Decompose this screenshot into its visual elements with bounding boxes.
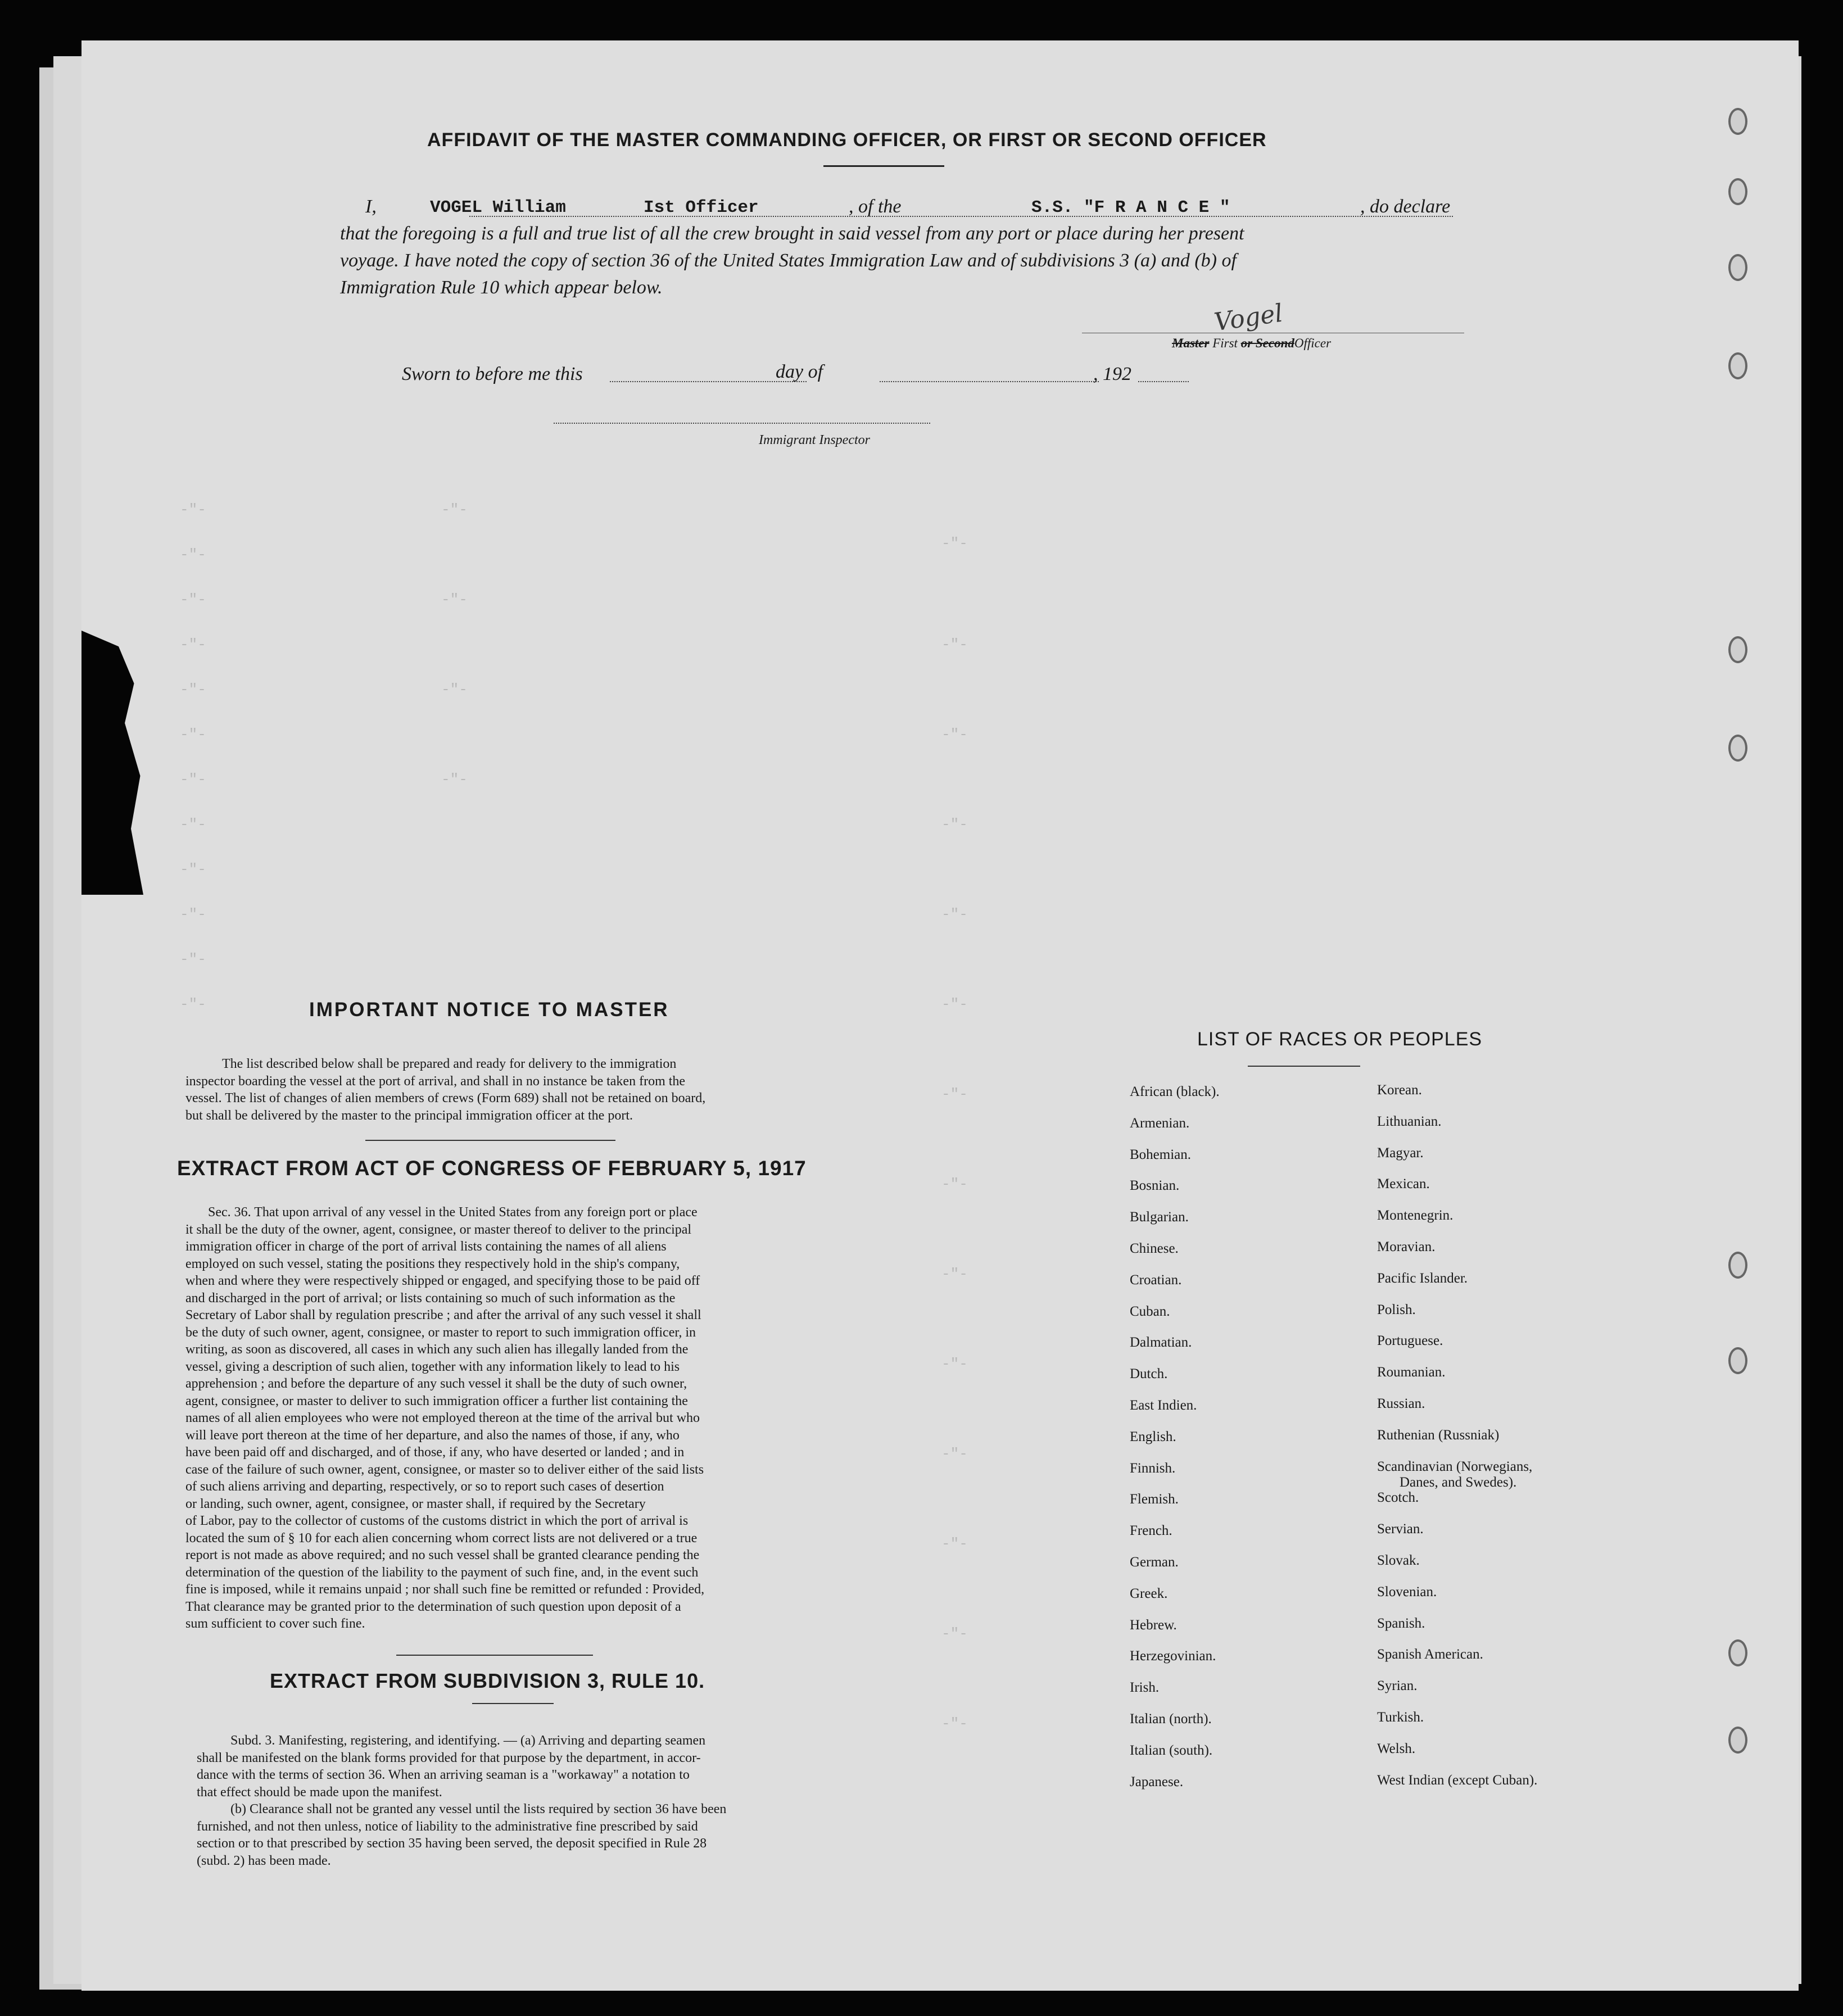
bleed-through-mark: -"-: [941, 535, 968, 552]
act-line: vessel, giving a description of such alien, together with any information likely to lead to his: [185, 1359, 680, 1374]
race-item-continuation: Danes, and Swedes).: [1400, 1474, 1517, 1490]
race-item: English.: [1130, 1429, 1176, 1444]
binder-hole-icon: [1728, 1347, 1747, 1374]
race-item: Ruthenian (Russniak): [1377, 1427, 1500, 1443]
officer-name: VOGEL William: [430, 198, 566, 218]
section-divider: [472, 1703, 554, 1704]
binder-hole-icon: [1728, 636, 1747, 663]
act-line: sum sufficient to cover such fine.: [185, 1616, 365, 1631]
race-item: Korean.: [1377, 1082, 1422, 1098]
notice-heading: IMPORTANT NOTICE TO MASTER: [309, 999, 669, 1021]
act-line: or landing, such owner, agent, consignee, or master shall, if required by the Secretary: [185, 1496, 646, 1511]
rule-line: furnished, and not then unless, notice of liability to the administrative fine prescribed by said: [197, 1819, 698, 1834]
first-label: First: [1212, 336, 1238, 350]
act-line: it shall be the duty of the owner, agent, consignee, or master thereof to deliver to the principal: [185, 1222, 692, 1237]
bleed-through-mark: -"-: [180, 591, 206, 608]
fill-line: [469, 216, 1453, 217]
race-item: Bulgarian.: [1130, 1209, 1189, 1225]
race-item: Flemish.: [1130, 1492, 1179, 1507]
bleed-through-mark: -"-: [180, 861, 206, 878]
bleed-through-mark: -"-: [941, 1535, 968, 1552]
bleed-through-mark: -"-: [941, 1176, 968, 1193]
affidavit-title: AFFIDAVIT OF THE MASTER COMMANDING OFFICER, OR FIRST OR SECOND OFFICER: [427, 129, 1267, 151]
race-item: Dalmatian.: [1130, 1335, 1192, 1351]
race-item: Syrian.: [1377, 1678, 1418, 1694]
race-item: Bosnian.: [1130, 1178, 1180, 1194]
race-item: Pacific Islander.: [1377, 1270, 1468, 1286]
inspector-signature-line: [554, 423, 930, 424]
bleed-through-mark: -"-: [441, 771, 468, 788]
bleed-through-mark: -"-: [441, 591, 468, 608]
act-line: be the duty of such owner, agent, consignee, or master to report to such immigration officer, in: [185, 1325, 696, 1340]
act-line: apprehension ; and before the departure of any such vessel it shall be the duty of such owner,: [185, 1376, 687, 1391]
race-item: Scotch.: [1377, 1490, 1419, 1506]
race-item: Lithuanian.: [1377, 1113, 1442, 1129]
of-the-label: , of the: [849, 196, 902, 217]
vessel-name: S.S. "F R A N C E ": [1031, 198, 1230, 218]
rule-line: that effect should be made upon the manifest.: [197, 1784, 442, 1800]
race-item: West Indian (except Cuban).: [1377, 1772, 1538, 1788]
binder-hole-icon: [1728, 108, 1747, 135]
bleed-through-mark: -"-: [941, 1086, 968, 1103]
struck-master: Master: [1172, 336, 1210, 350]
officer-signature: Vogel: [1212, 298, 1285, 337]
act-line: of Labor, pay to the collector of customs of the customs district in which the port of arrival is: [185, 1514, 689, 1528]
act-line: names of all alien employees who were not employed thereon at the time of the arrival but who: [185, 1411, 700, 1425]
fill-line: [1138, 381, 1189, 382]
act-line: and discharged in the port of arrival; or lists containing so much of such information as the: [185, 1290, 676, 1306]
binder-hole-icon: [1728, 1727, 1747, 1754]
notice-line: The list described below shall be prepared and ready for delivery to the immigration: [222, 1057, 677, 1071]
act-heading: EXTRACT FROM ACT OF CONGRESS OF FEBRUARY 5, 1917: [177, 1157, 807, 1180]
rule-line: (b) Clearance shall not be granted any vessel until the lists required by section 36 have been: [230, 1802, 727, 1816]
sworn-label: Sworn to before me this: [402, 364, 583, 384]
binder-hole-icon: [1728, 1639, 1747, 1666]
rule-body: [197, 1732, 927, 1869]
notice-line: inspector boarding the vessel at the port of arrival, and shall in no instance be taken from the: [185, 1073, 686, 1089]
race-item: Italian (south).: [1130, 1742, 1213, 1758]
fill-line: [880, 381, 1099, 382]
act-line: located the sum of § 10 for each alien concerning whom correct lists are not delivered or a true: [185, 1530, 698, 1546]
bleed-through-mark: -"-: [180, 996, 206, 1013]
act-body: [185, 1204, 916, 1633]
bleed-through-mark: -"-: [180, 951, 206, 968]
bleed-through-mark: -"-: [941, 996, 968, 1013]
rule-line: dance with the terms of section 36. When an arriving seaman is a "workaway" a notation to: [197, 1768, 690, 1782]
race-item: Montenegrin.: [1377, 1208, 1453, 1224]
bleed-through-mark: -"-: [441, 501, 468, 518]
act-line: will leave port thereon at the time of her departure, and also the names of those, if any, who: [185, 1428, 680, 1443]
rule-line: Subd. 3. Manifesting, registering, and identifying. — (a) Arriving and departing seamen: [230, 1733, 706, 1748]
binder-hole-icon: [1728, 352, 1747, 379]
race-item: Spanish American.: [1377, 1647, 1483, 1662]
day-of-label: day of: [776, 361, 823, 382]
bleed-through-mark: -"-: [941, 816, 968, 833]
rule-line: shall be manifested on the blank forms provided for that purpose by the department, in accor-: [197, 1750, 701, 1765]
race-item: Chinese.: [1130, 1240, 1179, 1256]
bleed-through-mark: -"-: [941, 1356, 968, 1372]
binder-hole-icon: [1728, 1252, 1747, 1279]
bleed-through-mark: -"-: [941, 636, 968, 653]
race-item: Servian.: [1377, 1521, 1424, 1537]
race-item: Italian (north).: [1130, 1711, 1212, 1727]
races-column-1: [1130, 1076, 1366, 1797]
bleed-through-mark: -"-: [180, 501, 206, 518]
bleed-through-mark: -"-: [941, 1266, 968, 1283]
officer-label: Officer: [1294, 336, 1332, 350]
race-item: Magyar.: [1377, 1145, 1424, 1161]
race-item: Dutch.: [1130, 1366, 1168, 1382]
race-item: Bohemian.: [1130, 1147, 1192, 1162]
act-line: That clearance may be granted prior to the determination of such question upon deposit of a: [185, 1599, 681, 1614]
notice-body: [185, 1055, 916, 1124]
officer-rank: Ist Officer: [644, 198, 759, 218]
bleed-through-mark: -"-: [941, 1446, 968, 1462]
bleed-through-mark: -"-: [180, 906, 206, 923]
race-item-text: Scandinavian (Norwegians,: [1377, 1458, 1533, 1474]
act-line: employed on such vessel, stating the positions they respectively hold in the ship's company,: [185, 1256, 680, 1271]
binder-hole-icon: [1728, 735, 1747, 762]
race-item: Turkish.: [1377, 1709, 1424, 1725]
affidavit-i: I,: [365, 196, 377, 217]
race-item: Slovenian.: [1377, 1584, 1437, 1600]
year-label: , 192: [1093, 364, 1131, 384]
race-item: Herzegovinian.: [1130, 1648, 1216, 1664]
notice-line: vessel. The list of changes of alien members of crews (Form 689) shall not be retained on board,: [185, 1091, 706, 1106]
race-item: French.: [1130, 1523, 1172, 1539]
race-item: Welsh.: [1377, 1741, 1416, 1756]
binder-hole-icon: [1728, 178, 1747, 205]
race-item: Cuban.: [1130, 1303, 1170, 1319]
bleed-through-mark: -"-: [441, 681, 468, 698]
act-line: report is not made as above required; and no such vessel shall be granted clearance pending the: [185, 1548, 700, 1562]
race-item: Greek.: [1130, 1585, 1168, 1601]
act-line: when and where they were respectively shipped or engaged, and specifying those to be paid off: [185, 1274, 700, 1288]
bleed-through-mark: -"-: [941, 1625, 968, 1642]
act-line: case of the failure of such owner, agent, consignee, or master so to deliver either of the said lists: [185, 1462, 704, 1477]
race-item: [1377, 1451, 1692, 1490]
bleed-through-mark: -"-: [180, 681, 206, 698]
rule-line: (subd. 2) has been made.: [197, 1853, 331, 1868]
act-line: Secretary of Labor shall by regulation prescribe ; and after the arrival of any such vessel it shall: [185, 1308, 701, 1322]
bleed-through-mark: -"-: [180, 546, 206, 563]
torn-edge: [81, 631, 143, 895]
section-divider: [365, 1140, 615, 1141]
section-divider: [396, 1655, 593, 1656]
race-item: Mexican.: [1377, 1176, 1430, 1192]
notice-line: but shall be delivered by the master to the principal immigration officer at the port.: [185, 1108, 633, 1123]
rule-heading: EXTRACT FROM SUBDIVISION 3, RULE 10.: [270, 1669, 705, 1692]
act-line: immigration officer in charge of the port of arrival lists containing the names of all aliens: [185, 1239, 667, 1254]
race-item: Roumanian.: [1377, 1365, 1446, 1380]
affidavit-line-2: that the foregoing is a full and true list of all the crew brought in said vessel from any port or place during her present: [340, 223, 1244, 244]
act-line: agent, consignee, or master to deliver to such immigration officer a further list containing the: [185, 1393, 688, 1408]
race-item: Slovak.: [1377, 1552, 1420, 1568]
rule-line: section or to that prescribed by section 35 having been served, the deposit specified in Rule 28: [197, 1836, 707, 1851]
act-line: writing, as soon as discovered, all cases in which any such alien has illegally landed from the: [185, 1342, 689, 1357]
bleed-through-mark: -"-: [180, 636, 206, 653]
act-line: Sec. 36. That upon arrival of any vessel in the United States from any foreign port or place: [208, 1205, 698, 1220]
race-item: Portuguese.: [1377, 1333, 1443, 1349]
binder-hole-icon: [1728, 254, 1747, 281]
title-underline: [823, 165, 944, 167]
race-item: Hebrew.: [1130, 1617, 1177, 1633]
bleed-through-mark: -"-: [941, 726, 968, 743]
act-line: fine is imposed, while it remains unpaid ; nor shall such fine be remitted or refunded : Provided,: [185, 1582, 705, 1597]
inspector-label: Immigrant Inspector: [759, 433, 870, 447]
race-item: Irish.: [1130, 1680, 1160, 1696]
race-item: Finnish.: [1130, 1460, 1176, 1476]
officer-title-line: [1172, 336, 1331, 351]
races-column-2: [1377, 1075, 1692, 1796]
race-item: Moravian.: [1377, 1239, 1436, 1254]
act-line: determination of the question of the liability to the payment of such fine, and, in the event such: [185, 1565, 699, 1580]
struck-second: or Second: [1240, 336, 1294, 350]
race-item: African (black).: [1130, 1084, 1220, 1099]
bleed-through-mark: -"-: [180, 726, 206, 743]
race-item: Japanese.: [1130, 1774, 1184, 1790]
affidavit-line-3: voyage. I have noted the copy of section 36 of the United States Immigration Law and of subdivisions 3 (a) and (b) of: [340, 250, 1237, 271]
act-line: of such aliens arriving and departing, respectively, or so to report such cases of desertion: [185, 1479, 664, 1494]
race-item: German.: [1130, 1554, 1179, 1570]
section-divider: [1248, 1066, 1360, 1067]
document-page: [81, 40, 1799, 1991]
race-item: Armenian.: [1130, 1115, 1190, 1131]
race-item: Polish.: [1377, 1302, 1416, 1317]
race-item: Russian.: [1377, 1396, 1425, 1411]
race-item: East Indien.: [1130, 1397, 1197, 1413]
race-item: Croatian.: [1130, 1272, 1182, 1288]
do-declare-label: , do declare: [1360, 196, 1451, 217]
bleed-through-mark: -"-: [941, 906, 968, 923]
bleed-through-mark: -"-: [180, 816, 206, 833]
race-item: Spanish.: [1377, 1615, 1425, 1631]
act-line: have been paid off and discharged, and of those, if any, who have deserted or landed ; and in: [185, 1445, 685, 1460]
bleed-through-mark: -"-: [180, 771, 206, 788]
affidavit-line-4: Immigration Rule 10 which appear below.: [340, 277, 663, 298]
bleed-through-mark: -"-: [941, 1715, 968, 1732]
races-heading: LIST OF RACES OR PEOPLES: [1197, 1029, 1483, 1050]
